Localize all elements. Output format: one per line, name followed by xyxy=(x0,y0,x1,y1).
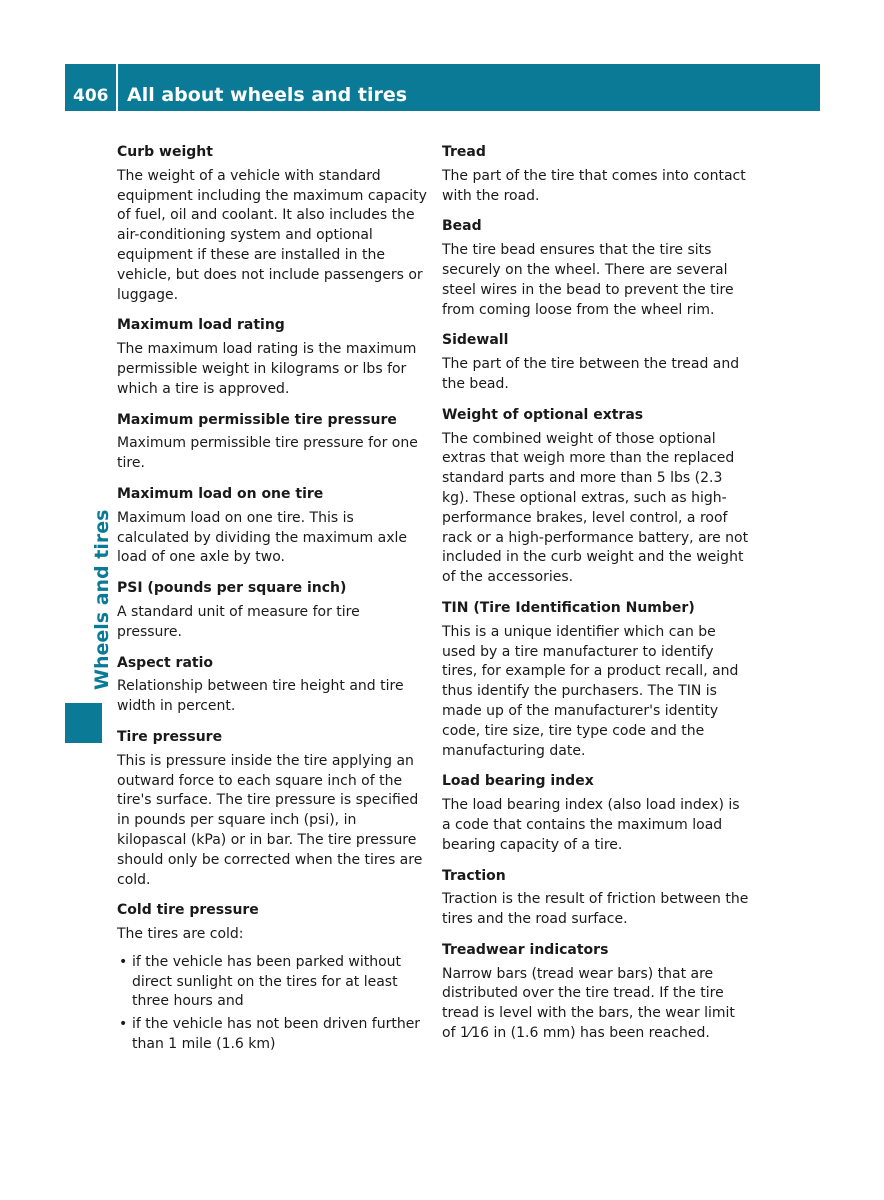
glossary-entry xyxy=(117,728,427,890)
cold-tire-conditions-list xyxy=(117,953,427,1055)
bullet-icon: • xyxy=(119,1016,128,1033)
entry-definition: Traction is the result of friction between the tires and the road surface. xyxy=(442,891,749,928)
glossary-entry xyxy=(117,579,427,642)
entry-definition: The maximum load rating is the maximum permissible weight in kilograms or lbs for which a tire is approved. xyxy=(117,341,417,397)
list-item-text: if the vehicle has not been driven further than 1 mile (1.6 km) xyxy=(132,1016,421,1053)
glossary-entry xyxy=(117,901,427,1055)
glossary-entry xyxy=(117,485,427,568)
entry-term: Curb weight xyxy=(117,144,213,160)
entry-definition: The weight of a vehicle with standard equipment including the maximum capacity of fuel, oil and coolant. It also includes the air-conditioning system and optional equipment if these are installed in the vehicle, but does not include passengers or luggage. xyxy=(117,167,427,303)
page-title: All about wheels and tires xyxy=(127,84,408,106)
entry-term: Maximum permissible tire pressure xyxy=(117,411,397,428)
entry-term: Bead xyxy=(442,218,482,235)
entry-definition: The tires are cold: xyxy=(117,926,244,943)
side-tab-label: Wheels and tires xyxy=(91,509,113,690)
entry-term: Weight of optional extras xyxy=(442,406,644,423)
entry-definition: The part of the tire that comes into contact with the road. xyxy=(442,167,746,204)
entry-definition: The load bearing index (also load index) is a code that contains the maximum load bearing capacity of a tire. xyxy=(442,797,740,853)
entry-term: TIN (Tire Identification Number) xyxy=(442,599,695,616)
entry-definition: This is pressure inside the tire applying an outward force to each square inch of the tire's surface. The tire pressure is specified in pounds per square inch (psi), in kilopascal (kPa) or in bar. The tire pressure should only be corrected when the tires are cold. xyxy=(117,752,423,888)
side-tab-marker xyxy=(65,703,102,743)
glossary-entry xyxy=(442,217,752,320)
glossary-entry xyxy=(117,316,427,399)
glossary-entry xyxy=(442,867,752,930)
entry-definition: Maximum permissible tire pressure for one tire. xyxy=(117,435,418,472)
entry-term: Sidewall xyxy=(442,332,509,349)
entry-definition: Maximum load on one tire. This is calculated by dividing the maximum axle load of one axle by two. xyxy=(117,509,407,566)
entry-definition: Narrow bars (tread wear bars) that are distributed over the tire tread. If the tire tread is level with the bars, the wear limit of 1⁄16 in (1.6 mm) has been reached. xyxy=(442,965,735,1042)
glossary-entry xyxy=(442,143,752,206)
entry-term: Tire pressure xyxy=(117,728,223,745)
entry-definition: A standard unit of measure for tire pressure. xyxy=(117,603,360,640)
right-column xyxy=(442,143,752,1055)
glossary-entry xyxy=(442,772,752,855)
list-item xyxy=(117,1015,427,1055)
page-header xyxy=(65,64,820,111)
left-column xyxy=(117,143,427,1066)
entry-definition: The tire bead ensures that the tire sits securely on the wheel. There are several steel wires in the bead to prevent the tire from coming loose from the wheel rim. xyxy=(442,242,734,318)
entry-term: Aspect ratio xyxy=(117,654,214,671)
entry-definition: This is a unique identifier which can be used by a tire manufacturer to identify tires, for example for a product recall, and thus identify the purchasers. The TIN is made up of the manufacturer's identity code, tire size, tire type code and the manufacturing date. xyxy=(442,623,739,759)
glossary-entry xyxy=(442,406,752,588)
entry-term: Maximum load on one tire xyxy=(117,485,324,502)
entry-term: Treadwear indicators xyxy=(442,941,609,958)
glossary-entry xyxy=(117,143,427,305)
glossary-entry xyxy=(117,411,427,474)
entry-term: PSI (pounds per square inch) xyxy=(117,580,347,597)
page-number: 406 xyxy=(73,86,109,106)
glossary-entry xyxy=(117,654,427,717)
bullet-icon: • xyxy=(119,953,128,970)
entry-definition: The combined weight of those optional extras that weigh more than the replaced standard parts and more than 5 lbs (2.3 kg). These optional extras, such as high-performance brakes, level control, a roof rack or a high-performance battery, are not included in the curb weight and the weight of the accessories. xyxy=(442,430,749,586)
entry-term: Maximum load rating xyxy=(117,317,285,334)
glossary-entry xyxy=(442,599,752,761)
entry-term: Load bearing index xyxy=(442,773,594,790)
entry-definition: The part of the tire between the tread and the bead. xyxy=(442,356,740,392)
header-divider xyxy=(116,64,118,111)
list-item-text: if the vehicle has been parked without direct sunlight on the tires for at least three hours and xyxy=(132,953,402,1010)
entry-term: Tread xyxy=(442,144,486,160)
entry-term: Traction xyxy=(442,867,506,884)
entry-definition: Relationship between tire height and tire width in percent. xyxy=(117,678,404,715)
entry-term: Cold tire pressure xyxy=(117,902,259,919)
glossary-entry xyxy=(442,331,752,394)
list-item xyxy=(117,953,427,1012)
glossary-entry xyxy=(442,941,752,1044)
